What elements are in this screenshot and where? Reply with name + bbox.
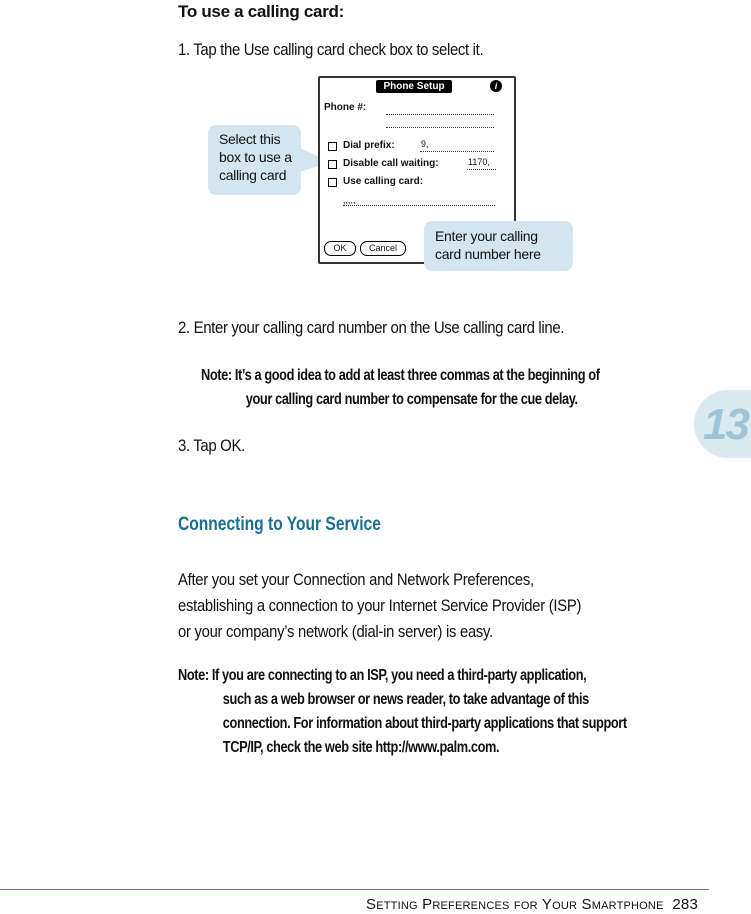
dial-prefix-checkbox[interactable] xyxy=(328,142,337,151)
paragraph-line-1: After you set your Connection and Network Preferences, xyxy=(178,570,534,589)
calling-card-field[interactable] xyxy=(343,205,495,206)
dial-prefix-field[interactable] xyxy=(420,151,494,152)
disable-call-waiting-label: Disable call waiting: xyxy=(343,158,439,169)
dialog-title: Phone Setup xyxy=(376,80,452,93)
enter-callout-line-1: Enter your calling xyxy=(435,228,538,244)
note-label: Note xyxy=(178,667,205,684)
disable-call-waiting-checkbox[interactable] xyxy=(328,160,337,169)
calling-card-value: ,,,,, xyxy=(343,195,356,205)
section-paragraph xyxy=(178,567,581,645)
note-commas xyxy=(201,364,600,412)
note-line-2: your calling card number to compensate for the cue delay. xyxy=(245,391,578,408)
disable-call-waiting-value: 1170, xyxy=(468,157,490,167)
info-icon[interactable]: i xyxy=(490,80,502,92)
cancel-button[interactable]: Cancel xyxy=(360,241,406,256)
footer-rule xyxy=(0,889,709,890)
dial-prefix-label: Dial prefix: xyxy=(343,140,395,151)
note-line-1: : It’s a good idea to add at least three commas at the beginning of xyxy=(227,367,600,384)
ok-button[interactable]: OK xyxy=(324,241,356,256)
note-label: Note xyxy=(201,367,228,384)
page-number: 283 xyxy=(672,896,698,913)
enter-callout-line-2: card number here xyxy=(435,246,541,262)
select-callout-line-1: Select this xyxy=(219,131,281,147)
select-checkbox-callout xyxy=(208,125,301,195)
disable-call-waiting-field[interactable] xyxy=(467,169,496,170)
note-isp-line-2: such as a web browser or news reader, to take advantage of this xyxy=(222,691,589,708)
note-isp-line-3: connection. For information about third-party applications that support xyxy=(222,715,627,732)
phone-number-field[interactable] xyxy=(386,114,494,115)
select-callout-line-3: calling card xyxy=(219,167,287,183)
procedure-heading: To use a calling card: xyxy=(178,2,344,21)
note-isp-line-4: TCP/IP, check the web site http://www.palm.com. xyxy=(222,739,500,756)
paragraph-line-2: establishing a connection to your Internet Service Provider (ISP) xyxy=(178,596,582,615)
use-calling-card-label: Use calling card: xyxy=(343,176,424,187)
note-isp xyxy=(178,664,627,760)
paragraph-line-3: or your company’s network (dial-in server) is easy. xyxy=(178,622,493,641)
use-calling-card-checkbox[interactable] xyxy=(328,178,337,187)
section-title: Connecting to Your Service xyxy=(178,514,381,535)
phone-number-label: Phone #: xyxy=(324,102,367,113)
running-footer: SETTING PREFERENCES FOR YOUR SMARTPHONE 283 xyxy=(366,896,698,913)
enter-number-callout xyxy=(424,221,573,271)
step-3: 3. Tap OK. xyxy=(178,436,245,455)
step-1: 1. Tap the Use calling card check box to select it. xyxy=(178,40,484,59)
dial-prefix-value: 9, xyxy=(421,139,429,149)
select-callout-line-2: box to use a xyxy=(219,149,292,165)
phone-number-field-line2[interactable] xyxy=(386,127,494,128)
step-2: 2. Enter your calling card number on the Use calling card line. xyxy=(178,318,565,337)
chapter-number: 13 xyxy=(703,400,748,449)
note-isp-line-1: : If you are connecting to an ISP, you need a third-party application, xyxy=(204,667,587,684)
